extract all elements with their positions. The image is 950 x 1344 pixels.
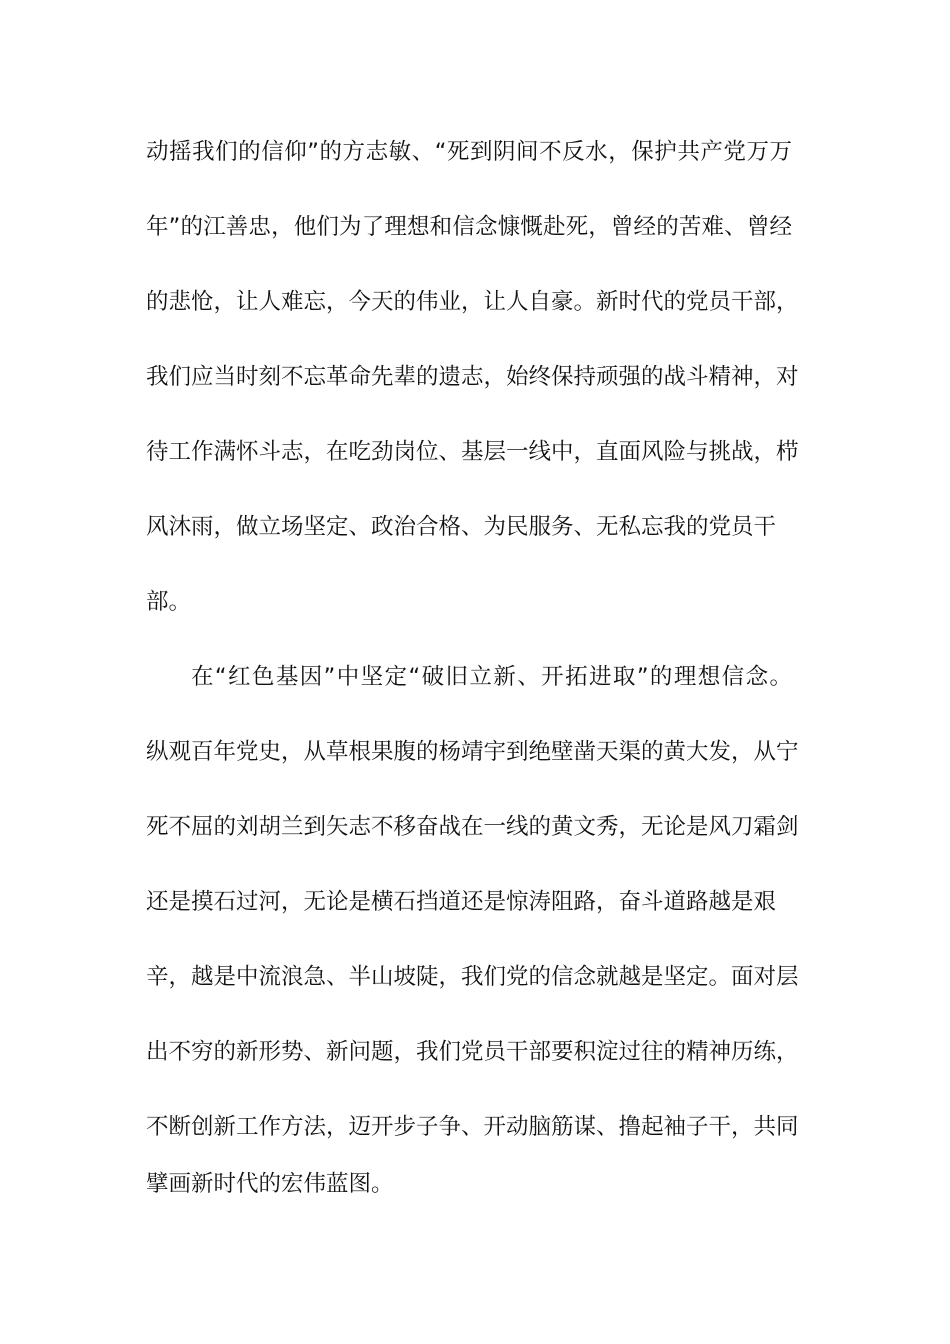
text-line: 死不屈的刘胡兰到矢志不移奋战在一线的黄文秀，无论是风刀霜剑 bbox=[146, 814, 799, 840]
text-line: 我们应当时刻不忘革命先辈的遗志，始终保持顽强的战斗精神，对 bbox=[146, 364, 799, 390]
text-line: 出不穷的新形势、新问题，我们党员干部要积淀过往的精神历练， bbox=[146, 1039, 799, 1065]
text-line: 的悲怆，让人难忘，今天的伟业，让人自豪。新时代的党员干部， bbox=[146, 289, 799, 315]
text-line: 擘画新时代的宏伟蓝图。 bbox=[146, 1171, 394, 1197]
text-line: 纵观百年党史，从草根果腹的杨靖宇到绝壁凿天渠的黄大发，从宁 bbox=[146, 739, 799, 765]
text-line: 还是摸石过河，无论是横石挡道还是惊涛阻路，奋斗道路越是艰 bbox=[146, 889, 777, 915]
text-line: 在“红色基因”中坚定“破旧立新、开拓进取”的理想信念。 bbox=[191, 664, 792, 690]
text-line: 风沐雨，做立场坚定、政治合格、为民服务、无私忘我的党员干 bbox=[146, 514, 777, 540]
text-line: 不断创新工作方法，迈开步子争、开动脑筋谋、撸起袖子干，共同 bbox=[146, 1114, 799, 1140]
text-line: 待工作满怀斗志，在吃劲岗位、基层一线中，直面风险与挑战，栉 bbox=[146, 439, 799, 465]
text-line: 动摇我们的信仰”的方志敏、“死到阴间不反水，保护共产党万万 bbox=[146, 139, 792, 165]
text-line: 辛，越是中流浪急、半山坡陡，我们党的信念就越是坚定。面对层 bbox=[146, 964, 799, 990]
text-line: 部。 bbox=[146, 589, 192, 615]
text-line: 年”的江善忠，他们为了理想和信念慷慨赴死，曾经的苦难、曾经 bbox=[146, 214, 792, 240]
